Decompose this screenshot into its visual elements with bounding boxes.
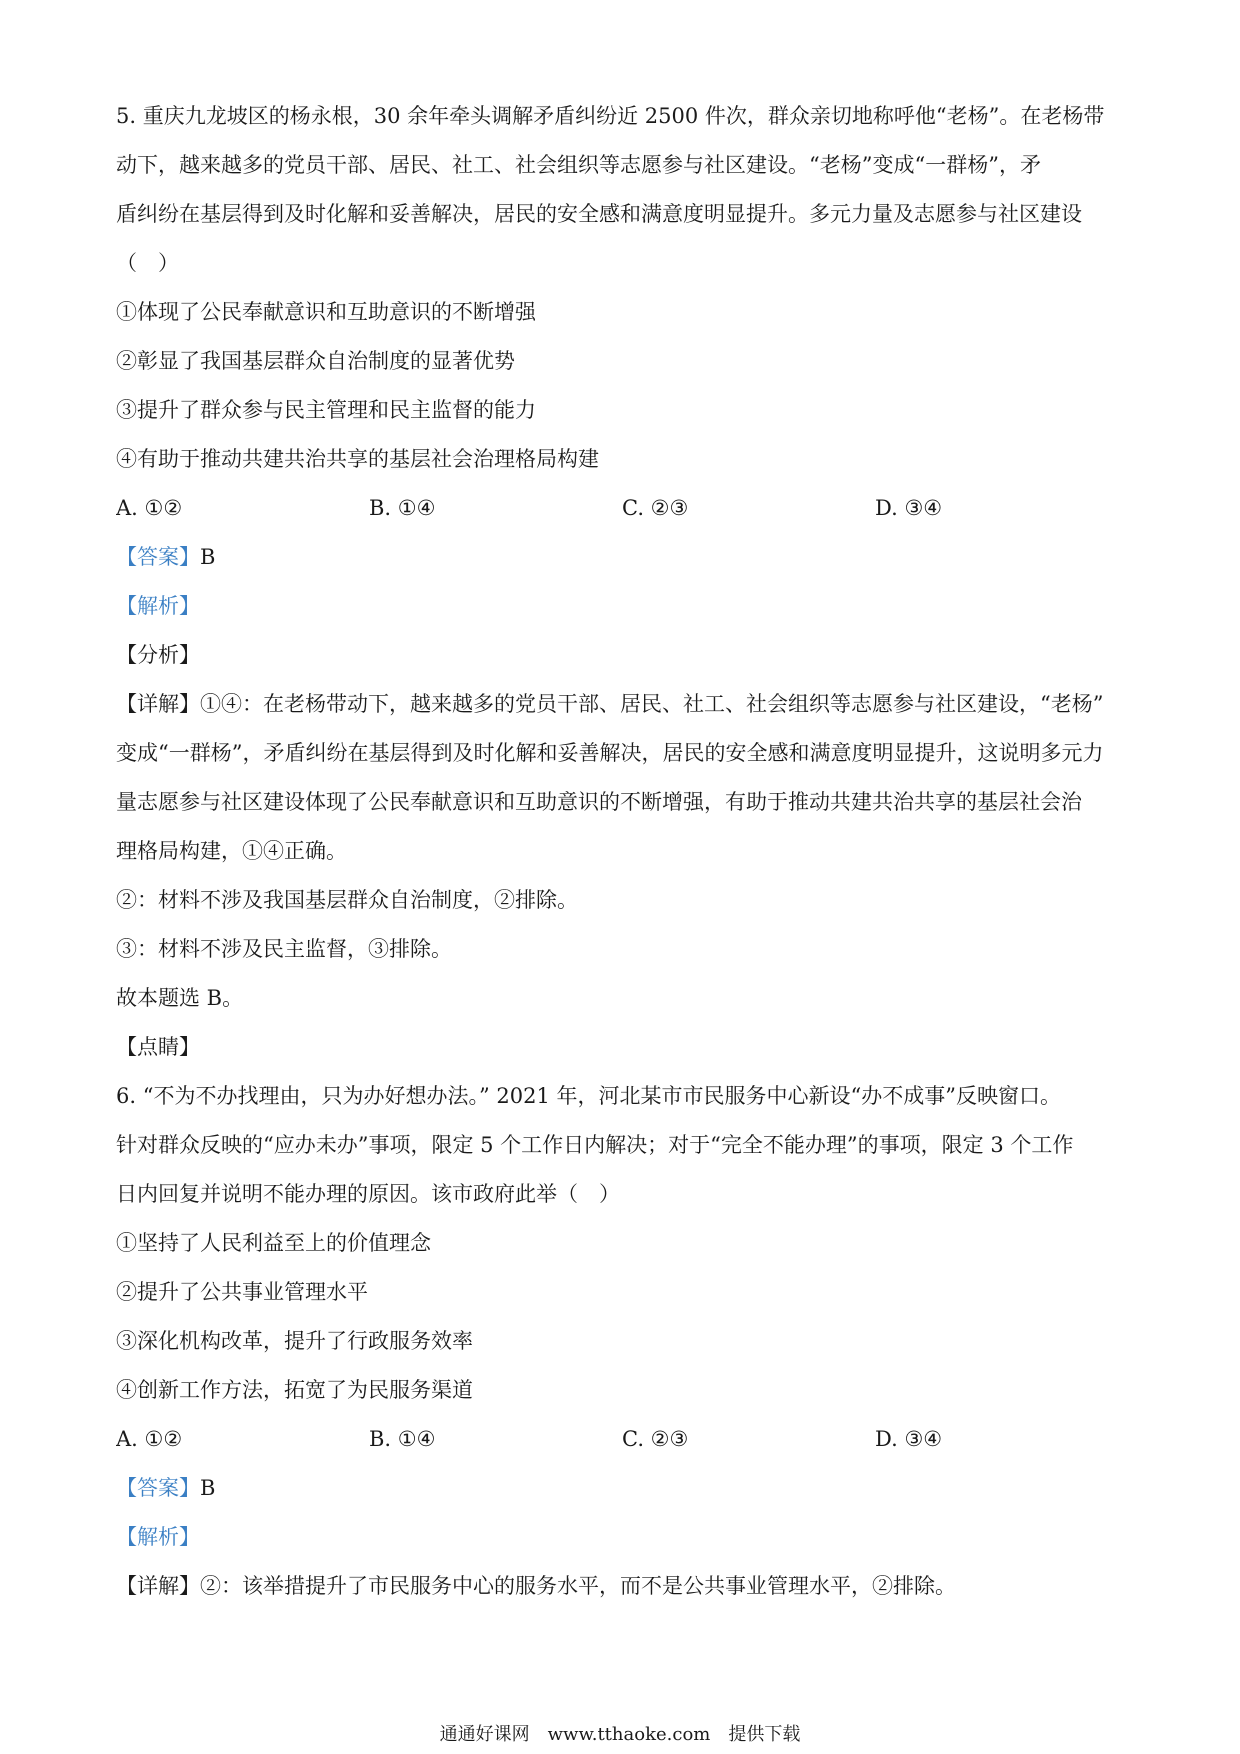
statement-1: ①体现了公民奉献意识和互助意识的不断增强 (116, 300, 536, 324)
dianjing-tag: 【点睛】 (116, 1035, 200, 1059)
option-d: D. ③④ (875, 496, 943, 520)
answer-line (116, 533, 1138, 582)
answer-value: B (200, 1476, 216, 1500)
document-page (116, 92, 1138, 1611)
question-stem-line: 6. “不为不办找理由，只为办好想办法。” 2021 年，河北某市市民服务中心新设“办不成事”反映窗口。 (116, 1084, 1061, 1108)
dianjing-line (116, 1023, 1138, 1072)
statement-3: ③深化机构改革，提升了行政服务效率 (116, 1329, 473, 1353)
answer-line (116, 1464, 1138, 1513)
options-row (116, 484, 1138, 533)
answer-tag: 【答案】 (116, 1476, 200, 1500)
option-c: C. ②③ (622, 1427, 689, 1451)
detail-line: 量志愿参与社区建设体现了公民奉献意识和互助意识的不断增强，有助于推动共建共治共享的基层社会治 (116, 790, 1082, 814)
detail-line: ③：材料不涉及民主监督，③排除。 (116, 937, 452, 961)
detail-line: ②：材料不涉及我国基层群众自治制度，②排除。 (116, 888, 578, 912)
answer-value: B (200, 545, 216, 569)
statement-2: ②提升了公共事业管理水平 (116, 1280, 368, 1304)
analysis-tag: 【解析】 (116, 1525, 200, 1549)
detail-tag: 【详解】 (116, 1574, 200, 1598)
detail-text: ②：该举措提升了市民服务中心的服务水平，而不是公共事业管理水平，②排除。 (200, 1574, 956, 1598)
analysis-tag: 【解析】 (116, 594, 200, 618)
fenxi-tag: 【分析】 (116, 643, 200, 667)
question-stem-line: 5. 重庆九龙坡区的杨永根，30 余年牵头调解矛盾纠纷近 2500 件次，群众亲切地称呼他“老杨”。在老杨带 (116, 104, 1105, 128)
statement-4: ④有助于推动共建共治共享的基层社会治理格局构建 (116, 447, 599, 471)
question-stem-line: 日内回复并说明不能办理的原因。该市政府此举（ ） (116, 1182, 620, 1206)
analysis-line (116, 1513, 1138, 1562)
page-footer: 通通好课网 www.tthaoke.com 提供下载 (439, 1724, 801, 1745)
option-a: A. ①② (116, 496, 183, 520)
question-stem-line: （ ） (116, 251, 179, 275)
detail-text: ①④：在老杨带动下，越来越多的党员干部、居民、社工、社会组织等志愿参与社区建设，“老杨” (200, 692, 1104, 716)
fenxi-line (116, 631, 1138, 680)
question-6 (116, 1072, 1138, 1611)
statement-1: ①坚持了人民利益至上的价值理念 (116, 1231, 431, 1255)
detail-line (116, 680, 1138, 729)
analysis-line (116, 582, 1138, 631)
statement-4: ④创新工作方法，拓宽了为民服务渠道 (116, 1378, 473, 1402)
detail-line (116, 1562, 1138, 1611)
option-b: B. ①④ (369, 496, 436, 520)
statement-2: ②彰显了我国基层群众自治制度的显著优势 (116, 349, 515, 373)
option-a: A. ①② (116, 1427, 183, 1451)
conclusion-line: 故本题选 B。 (116, 986, 244, 1010)
option-d: D. ③④ (875, 1427, 943, 1451)
detail-line: 理格局构建，①④正确。 (116, 839, 347, 863)
answer-tag: 【答案】 (116, 545, 200, 569)
option-c: C. ②③ (622, 496, 689, 520)
option-b: B. ①④ (369, 1427, 436, 1451)
question-stem-line: 针对群众反映的“应办未办”事项，限定 5 个工作日内解决；对于“完全不能办理”的事项，限定 3 个工作 (116, 1133, 1074, 1157)
question-stem-line: 动下，越来越多的党员干部、居民、社工、社会组织等志愿参与社区建设。“老杨”变成“一群杨”，矛 (116, 153, 1041, 177)
question-5 (116, 92, 1138, 1072)
question-stem-line: 盾纠纷在基层得到及时化解和妥善解决，居民的安全感和满意度明显提升。多元力量及志愿参与社区建设 (116, 202, 1082, 226)
statement-3: ③提升了群众参与民主管理和民主监督的能力 (116, 398, 536, 422)
detail-tag: 【详解】 (116, 692, 200, 716)
detail-line: 变成“一群杨”，矛盾纠纷在基层得到及时化解和妥善解决，居民的安全感和满意度明显提升，这说明多元力 (116, 741, 1104, 765)
options-row (116, 1415, 1138, 1464)
